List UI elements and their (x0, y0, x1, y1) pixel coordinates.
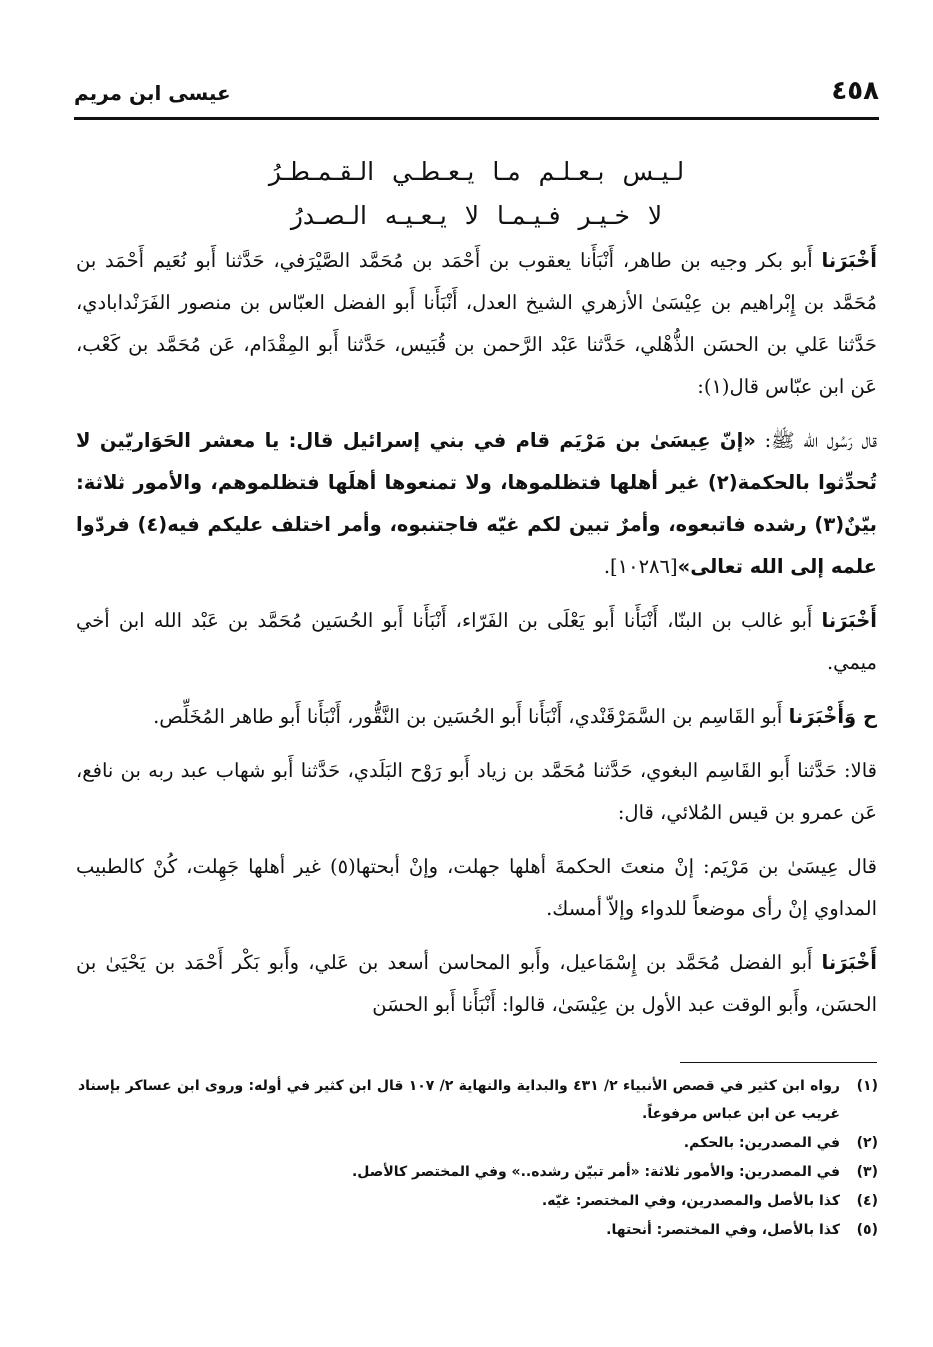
hadith-prefix: قال رَسُول الله ﷺ: (755, 429, 877, 452)
footnote-number: (٥) (856, 1222, 878, 1238)
footnote-item (78, 1129, 878, 1157)
footnote-number: (٤) (856, 1193, 878, 1209)
poem-line-2: لا خـيـر فـيـمـا لا يـعـيـه الـصـدرُ (290, 201, 663, 230)
paragraph-lead: ح وَأَخْبَرَنا (788, 705, 877, 728)
footnote-text: رواه ابن كثير في قصص الأنبياء ٢/ ٤٣١ والبداية والنهاية ٢/ ١٠٧ قال ابن كثير في أوله: وروى ابن عساكر بإسناد غريب عن ابن عباس مرفوعاً. (78, 1078, 840, 1122)
paragraph-text: أَبو الفضل مُحَمَّد بن إِسْمَاعيل، وأَبو المحاسن أسعد بن عَلي، وأَبو بَكْر أَحْمَد بن يَحْيَىٰ بن الحسَن، وأَبو الوقت عبد الأول بن عِيْسَىٰ، قالوا: أَنْبَأَنا أَبو الحسَن (76, 951, 877, 1016)
paragraph-text: أَبو بكر وجيه بن طاهر، أَنْبَأَنا يعقوب بن أَحْمَد بن مُحَمَّد الصَّيْرَفي، حَدَّثنا أَبو نُعَيم أَحْمَد بن مُحَمَّد بن إِبْراهيم بن عِيْسَىٰ الأزهري الشيخ العدل، أَنْبَأَنا أَبو الفضل العبّاس بن منصور الفَرَنْدابادي، حَدَّثنا عَلي بن الحسَن الذُّهْلي، حَدَّثنا عَبْد الرَّحمن بن قُبَيس، حَدَّثنا أَبو المِقْدَام، عَن مُحَمَّد بن كَعْب، عَن ابن عبّاس قال(١): (76, 249, 878, 398)
footnote-text: كذا بالأصل، وفي المختصر: أنحتها. (606, 1222, 840, 1238)
paragraph-lead: أَخْبَرَنا (821, 951, 877, 974)
paragraph-4 (76, 696, 877, 738)
footnote-number: (٣) (856, 1164, 878, 1180)
footnote-item (78, 1072, 878, 1128)
hadith-text: «إنّ عِيسَىٰ بن مَرْيَم قام في بني إسرائيل قال: يا معشر الحَوَاريّين لا تُحدِّثوا بالحكمة(٢) غير أهلها فتظلموها، ولا تمنعوها أهلَها فتظلموهم، والأمور ثلاثة: بيّنٌ(٣) رشده فاتبعوه، وأمرٌ تبين لكم غيّه فاجتنبوه، وأمر اختلف عليكم فيه(٤) فردّوا علمه إلى الله تعالى» (76, 429, 877, 578)
footnote-rule (680, 1062, 877, 1063)
paragraph-text: أَبو غالب بن البنّا، أَنْبَأَنا أَبو يَعْلَى بن الفَرّاء، أَنْبَأَنا أَبو الحُسَين مُحَمَّد بن عَبْد الله ابن أخي ميمي. (76, 609, 877, 674)
poem-line-1: لـيـس بـعـلـم مـا يـعـطـي الـقـمـطـرُ (268, 157, 685, 186)
footnote-number: (٢) (856, 1135, 878, 1151)
page-number: ٤٥٨ (831, 76, 879, 106)
paragraph-lead: أَخْبَرَنا (821, 609, 877, 632)
footnote-text: كذا بالأصل والمصدرين، وفي المختصر: غيّه. (541, 1193, 840, 1209)
page-header (74, 74, 879, 114)
hadith-reference: [١٠٢٨٦]. (603, 555, 678, 578)
paragraph-lead: أَخْبَرَنا (821, 249, 877, 272)
paragraph-text: أَبو القَاسِم بن السَّمَرْقَنْدي، أَنْبَأَنا أَبو الحُسَين بن النَّقُّور، أَنْبَأَنا أَبو طاهر المُخَلِّص. (153, 705, 789, 728)
paragraph-2 (76, 420, 877, 588)
poem-verse (74, 150, 879, 238)
body-text (76, 240, 877, 1038)
footnote-text: في المصدرين: والأمور ثلاثة: «أمر تبيّن رشده..» وفي المختصر كالأصل. (351, 1164, 840, 1180)
footnote-item (78, 1216, 878, 1244)
paragraph-text: قالا: حَدَّثنا أَبو القَاسِم البغوي، حَدَّثنا مُحَمَّد بن زياد أَبو رَوْح البَلَدي، حَدَّثنا أَبو شهاب عبد ربه بن نافع، عَن عمرو بن قيس المُلائي، قال: (76, 759, 877, 824)
footnote-number: (١) (856, 1078, 878, 1094)
footnote-item (78, 1158, 878, 1186)
running-title: عيسى ابن مريم (74, 81, 231, 105)
header-rule (74, 117, 879, 120)
paragraph-5 (76, 750, 877, 834)
paragraph-text: قال عِيسَىٰ بن مَرْيَم: إنْ منعتَ الحكمةَ أهلها جهلت، وإنْ أبحتها(٥) غير أهلها جَهِلت، كُنْ كالطبيب المداوي إنْ رأى موضعاً للدواء وإلاّ أمسك. (76, 855, 877, 920)
footnotes (78, 1072, 878, 1245)
paragraph-1 (76, 240, 877, 408)
footnote-text: في المصدرين: بالحكم. (683, 1135, 840, 1151)
paragraph-7 (76, 942, 877, 1026)
paragraph-6 (76, 846, 877, 930)
footnote-item (78, 1187, 878, 1215)
paragraph-3 (76, 600, 877, 684)
